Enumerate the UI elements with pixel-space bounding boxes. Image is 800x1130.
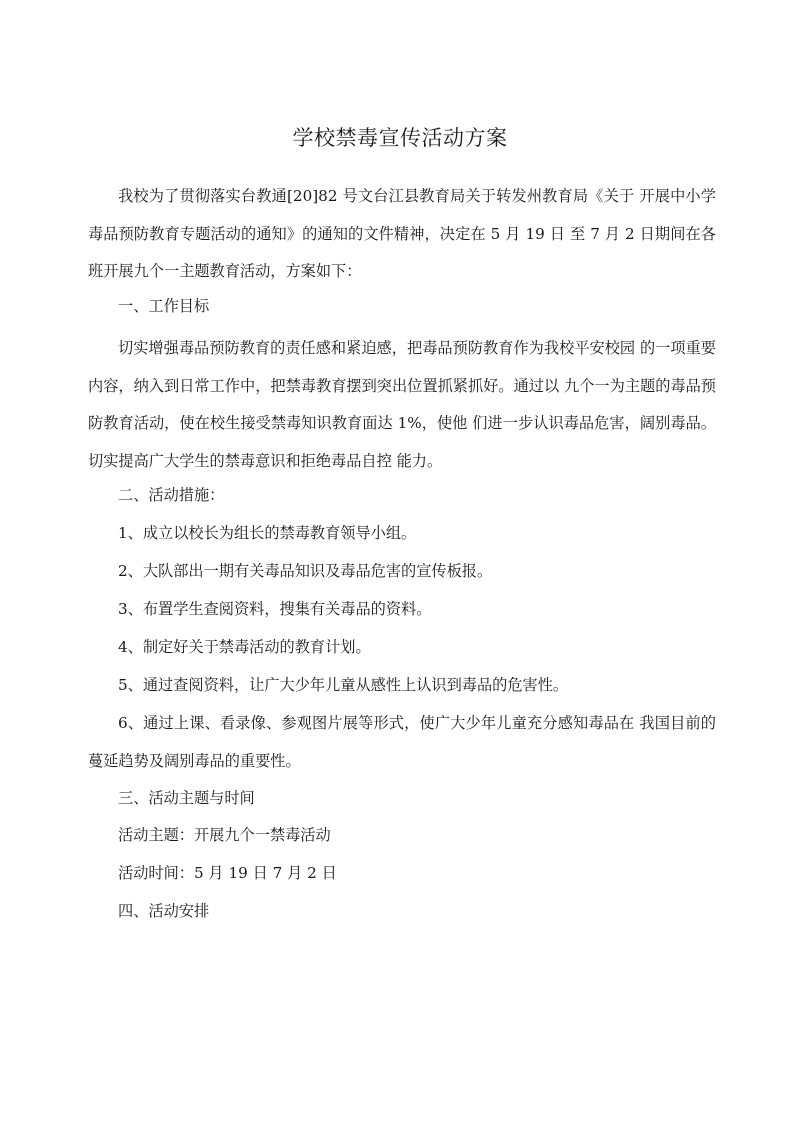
activity-theme: 活动主题：开展九个一禁毒活动 [118, 826, 331, 844]
measure-item-4: 4、制定好关于禁毒活动的教育计划。 [118, 638, 371, 656]
intro-paragraph: 我校为了贯彻落实台教通[20]82 号文台江县教育局关于转发州教育局《关于 开展中小学毒品预防教育专题活动的通知》的通知的文件精神，决定在 5 月 19 日 至 7 月 2 日期间在各班开展九个一主题教育活动，方案如下： [88, 187, 716, 280]
measure-item-2: 2、大队部出一期有关毒品知识及毒品危害的宣传板报。 [118, 562, 493, 580]
section4-heading: 四、活动安排 [118, 902, 210, 920]
section2-heading: 二、活动措施： [118, 486, 225, 504]
activity-time: 活动时间：5 月 19 日 7 月 2 日 [118, 864, 337, 882]
measure-item-5: 5、通过查阅资料，让广大少年儿童从感性上认识到毒品的危害性。 [118, 676, 569, 694]
document-title: 学校禁毒宣传活动方案 [292, 126, 508, 150]
section1-body: 切实增强毒品预防教育的责任感和紧迫感，把毒品预防教育作为我校平安校园 的一项重要内容，纳入到日常工作中，把禁毒教育摆到突出位置抓紧抓好。通过以 九个一为主题的毒品预防教育活动，使在校生接受禁毒知识教育面达 1%，使他 们进一步认识毒品危害，阔别毒品。切实提高广大学生的禁毒意识和拒绝毒品自控 能力。 [88, 339, 716, 470]
section1-heading: 一、工作目标 [118, 297, 210, 315]
measure-item-3: 3、布置学生查阅资料，搜集有关毒品的资料。 [118, 600, 432, 618]
measure-item-6: 6、通过上课、看录像、参观图片展等形式，使广大少年儿童充分感知毒品在 我国目前的蔓延趋势及阔别毒品的重要性。 [88, 714, 716, 770]
section3-heading: 三、活动主题与时间 [118, 789, 255, 807]
measure-item-1: 1、成立以校长为组长的禁毒教育领导小组。 [118, 524, 417, 542]
